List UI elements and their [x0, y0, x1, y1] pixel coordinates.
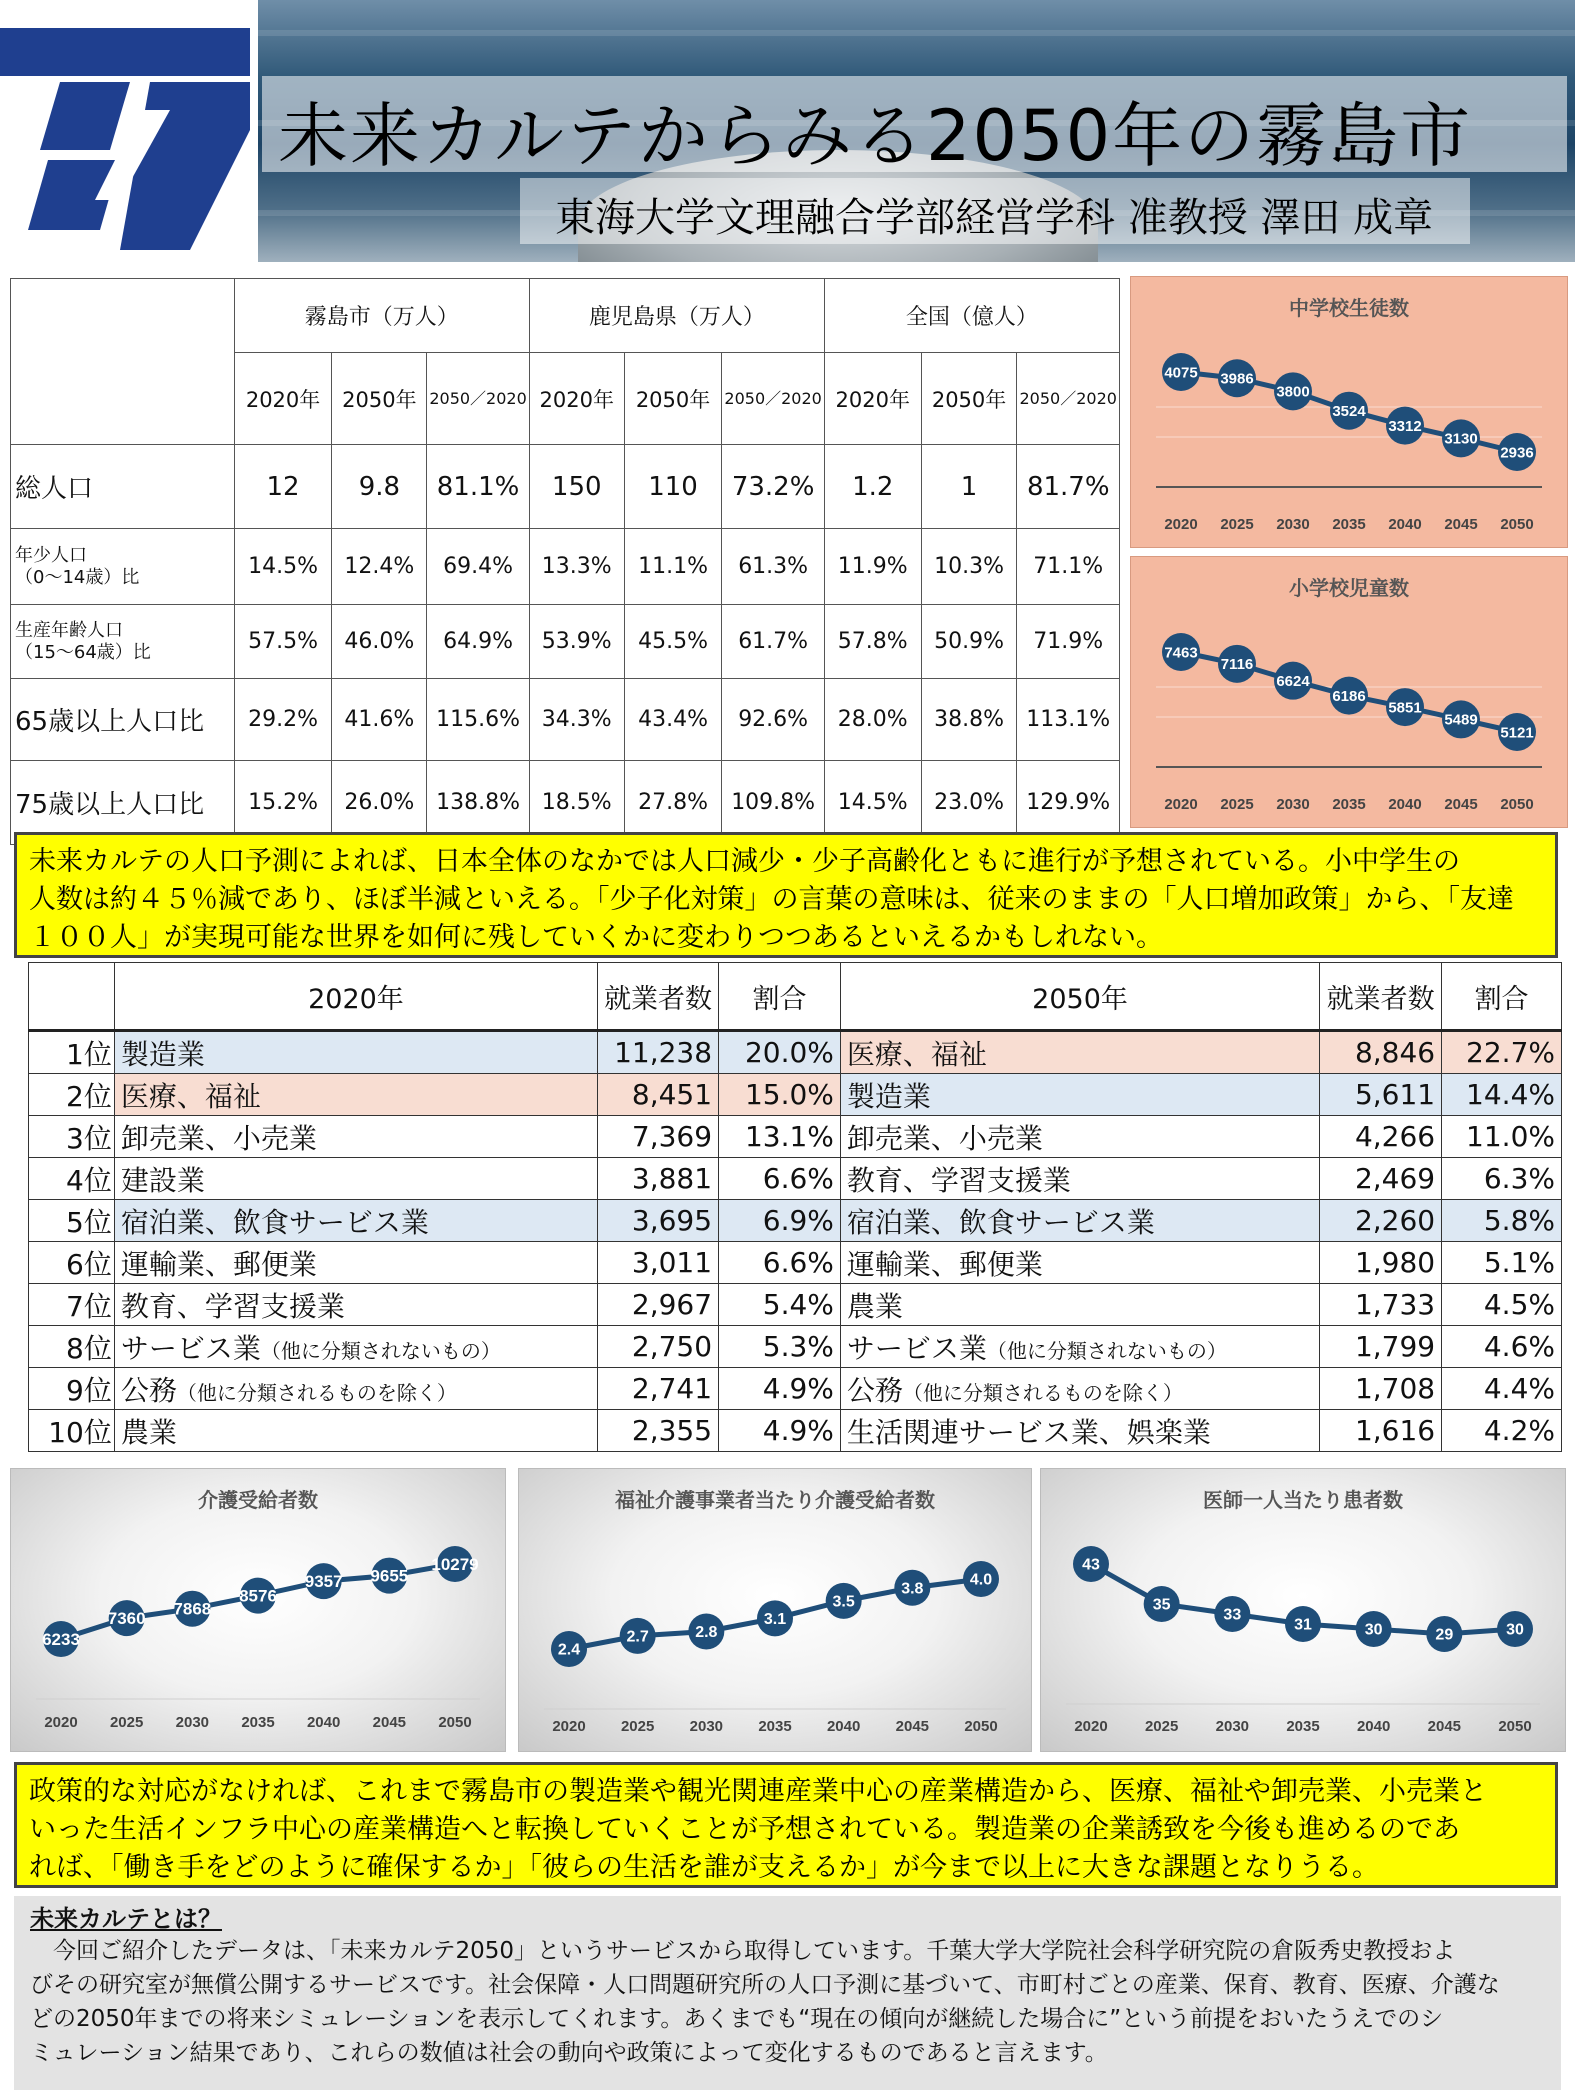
- population-cell: 28.0%: [824, 679, 921, 761]
- employee-count-2020: 2,967: [598, 1284, 719, 1326]
- industry-name: 公務: [846, 1373, 903, 1407]
- industry-name: 農業: [846, 1289, 903, 1323]
- x-tick-label: 2025: [620, 1718, 655, 1735]
- elementary-students-chart: [1130, 556, 1568, 828]
- about-line: ミュレーション結果であり、これらの数値は社会の動向や政策によって変化するものであると言えます。: [30, 2040, 1108, 2066]
- share-2050: 22.7%: [1442, 1031, 1562, 1074]
- commentary-line: １００人」が実現可能な世界を如何に残していくかに変わりつつあるといえるかもしれない。: [29, 922, 1163, 953]
- employee-count-2020: 8,451: [598, 1074, 719, 1116]
- population-cell: 73.2%: [722, 445, 824, 529]
- industry-row: [29, 1158, 1562, 1200]
- industry-2050-cell: [840, 1368, 1319, 1410]
- share-2050: 4.4%: [1442, 1368, 1562, 1410]
- industry-row: [29, 1200, 1562, 1242]
- data-label: 7463: [1164, 644, 1198, 662]
- population-cell: 81.1%: [427, 445, 529, 529]
- year-ratio-header: 2050／2020: [722, 353, 824, 445]
- population-cell: 71.9%: [1017, 605, 1120, 679]
- population-cell: 38.8%: [921, 679, 1017, 761]
- data-label: 8576: [239, 1586, 277, 1606]
- x-tick-label: 2025: [1220, 796, 1254, 813]
- data-label: 2936: [1500, 444, 1534, 462]
- share-2020: 5.4%: [719, 1284, 841, 1326]
- population-cell: 113.1%: [1017, 679, 1120, 761]
- industry-name: 製造業: [846, 1079, 931, 1113]
- employee-count-2050: 8,846: [1320, 1031, 1442, 1074]
- row-label: 75歳以上人口比: [11, 761, 235, 845]
- industry-2050-cell: [840, 1074, 1319, 1116]
- population-cell: 81.7%: [1017, 445, 1120, 529]
- data-label: 6233: [42, 1629, 80, 1649]
- group-header-kagoshima: 鹿児島県（万人）: [529, 279, 824, 353]
- x-tick-label: 2050: [438, 1714, 472, 1731]
- x-tick-label: 2025: [1220, 516, 1254, 533]
- rank-cell: 4位: [29, 1158, 115, 1200]
- rank-cell: 5位: [29, 1200, 115, 1242]
- population-cell: 115.6%: [427, 679, 529, 761]
- share-2050: 4.5%: [1442, 1284, 1562, 1326]
- logo: [0, 0, 258, 262]
- share-2020: 6.9%: [719, 1200, 841, 1242]
- data-label: 3524: [1332, 402, 1366, 420]
- x-tick-label: 2030: [1215, 1718, 1250, 1735]
- employee-count-2020: 3,881: [598, 1158, 719, 1200]
- employee-count-2050: 1,616: [1320, 1410, 1442, 1452]
- data-label: 3.5: [832, 1593, 855, 1611]
- population-cell: 41.6%: [332, 679, 427, 761]
- population-cell: 92.6%: [722, 679, 824, 761]
- industry-2020-cell: [114, 1284, 597, 1326]
- population-row: [11, 445, 1120, 529]
- header-count-2050: 就業者数: [1320, 963, 1442, 1031]
- chart-svg: [1131, 277, 1567, 547]
- industry-note: （他に分類されないもの）: [260, 1338, 501, 1363]
- population-cell: 50.9%: [921, 605, 1017, 679]
- employee-count-2020: 2,750: [598, 1326, 719, 1368]
- data-label: 9357: [304, 1572, 343, 1592]
- rank-cell: 3位: [29, 1116, 115, 1158]
- x-tick-label: 2045: [1444, 516, 1478, 533]
- industry-name: 卸売業、小売業: [120, 1121, 317, 1155]
- x-tick-label: 2030: [175, 1714, 210, 1731]
- x-tick-label: 2035: [1286, 1718, 1320, 1735]
- data-label: 7868: [173, 1599, 212, 1619]
- commentary-line: れば、「働き手をどのように確保するか」「彼らの生活を誰が支えるか」が今まで以上に大きな課題となりうる。: [29, 1852, 1379, 1883]
- about-line: どの2050年までの将来シミュレーションを表示してくれます。あくまでも“現在の傾向が継続した場合に”という前提をおいたうえでのシ: [30, 2006, 1444, 2032]
- row-label: 生産年齢人口 （15～64歳）比: [11, 605, 235, 679]
- x-tick-label: 2020: [44, 1714, 78, 1731]
- chart-title: 中学校生徒数: [1289, 298, 1409, 320]
- industry-2050-cell: [840, 1242, 1319, 1284]
- industry-name: 運輸業、郵便業: [846, 1247, 1043, 1281]
- chart-title: 小学校児童数: [1289, 578, 1409, 600]
- industry-name: 製造業: [120, 1037, 205, 1071]
- data-label: 5489: [1444, 711, 1478, 729]
- industry-2020-cell: [114, 1031, 597, 1074]
- industry-row: [29, 1326, 1562, 1368]
- employee-count-2020: 2,741: [598, 1368, 719, 1410]
- industry-2020-cell: [114, 1074, 597, 1116]
- data-label: 5851: [1388, 699, 1422, 717]
- industry-2050-cell: [840, 1284, 1319, 1326]
- share-2020: 4.9%: [719, 1410, 841, 1452]
- industry-2020-cell: [114, 1368, 597, 1410]
- commentary-line: 人数は約４５％減であり、ほぼ半減といえる。「少子化対策」の言葉の意味は、従来のままの「人口増加政策」から、「友達: [29, 884, 1514, 915]
- industry-name: サービス業: [120, 1331, 261, 1365]
- row-label: 65歳以上人口比: [11, 679, 235, 761]
- population-cell: 27.8%: [624, 761, 722, 845]
- data-label: 30: [1364, 1621, 1383, 1639]
- year-header: 2020年: [824, 353, 921, 445]
- data-label: 43: [1082, 1556, 1100, 1574]
- x-tick-label: 2040: [1388, 516, 1422, 533]
- population-cell: 138.8%: [427, 761, 529, 845]
- data-label: 33: [1223, 1606, 1242, 1624]
- population-cell: 18.5%: [529, 761, 624, 845]
- x-tick-label: 2045: [1427, 1718, 1462, 1735]
- population-cell: 69.4%: [427, 529, 529, 605]
- industry-row: [29, 1242, 1562, 1284]
- population-table: [10, 278, 1120, 845]
- data-label: 2.8: [695, 1624, 718, 1642]
- industry-row: [29, 1410, 1562, 1452]
- data-label: 3800: [1276, 383, 1310, 401]
- population-cell: 10.3%: [921, 529, 1017, 605]
- population-cell: 61.3%: [722, 529, 824, 605]
- industry-name: 生活関連サービス業、娯楽業: [846, 1415, 1211, 1449]
- rank-cell: 9位: [29, 1368, 115, 1410]
- rank-cell: 10位: [29, 1410, 115, 1452]
- data-label: 7360: [107, 1609, 146, 1629]
- data-label: 3.8: [901, 1580, 924, 1598]
- employee-count-2050: 2,260: [1320, 1200, 1442, 1242]
- rank-cell: 6位: [29, 1242, 115, 1284]
- chart-title: 福祉介護事業者当たり介護受給者数: [615, 1490, 935, 1512]
- industry-2050-cell: [840, 1116, 1319, 1158]
- data-label: 31: [1294, 1616, 1312, 1634]
- population-cell: 57.5%: [234, 605, 332, 679]
- population-cell: 14.5%: [824, 761, 921, 845]
- industry-employment-table: [28, 962, 1562, 1452]
- x-tick-label: 2045: [372, 1714, 407, 1731]
- industry-name: 宿泊業、飲食サービス業: [120, 1205, 429, 1239]
- x-tick-label: 2030: [689, 1718, 724, 1735]
- population-cell: 57.8%: [824, 605, 921, 679]
- industry-2050-cell: [840, 1410, 1319, 1452]
- population-cell: 11.1%: [624, 529, 722, 605]
- share-2050: 14.4%: [1442, 1074, 1562, 1116]
- population-row: [11, 679, 1120, 761]
- population-cell: 1: [921, 445, 1017, 529]
- year-header: 2050年: [332, 353, 427, 445]
- x-tick-label: 2050: [1500, 516, 1534, 533]
- industry-2020-cell: [114, 1158, 597, 1200]
- data-label: 10279: [431, 1554, 479, 1574]
- population-cell: 11.9%: [824, 529, 921, 605]
- population-cell: 13.3%: [529, 529, 624, 605]
- x-tick-label: 2020: [1164, 516, 1198, 533]
- population-row: [11, 529, 1120, 605]
- population-cell: 14.5%: [234, 529, 332, 605]
- industry-2020-cell: [114, 1326, 597, 1368]
- industry-name: 教育、学習支援業: [120, 1289, 345, 1323]
- chart-svg: [11, 1469, 505, 1751]
- industry-row: [29, 1116, 1562, 1158]
- industry-name: 公務: [120, 1373, 177, 1407]
- population-cell: 9.8: [332, 445, 427, 529]
- employee-count-2050: 1,733: [1320, 1284, 1442, 1326]
- commentary-population: [14, 832, 1558, 958]
- employee-count-2020: 7,369: [598, 1116, 719, 1158]
- chart-title: 医師一人当たり患者数: [1203, 1490, 1403, 1512]
- share-2020: 20.0%: [719, 1031, 841, 1074]
- industry-name: 卸売業、小売業: [846, 1121, 1043, 1155]
- x-tick-label: 2050: [1500, 796, 1534, 813]
- rank-cell: 8位: [29, 1326, 115, 1368]
- x-tick-label: 2035: [1332, 516, 1366, 533]
- commentary-line: 未来カルテの人口予測によれば、日本全体のなかでは人口減少・少子高齢化ともに進行が予想されている。小中学生の: [29, 846, 1460, 877]
- data-label: 6186: [1332, 687, 1366, 705]
- care-recipients-chart: [10, 1468, 506, 1752]
- year-header: 2050年: [624, 353, 722, 445]
- x-tick-label: 2050: [964, 1718, 998, 1735]
- header-count-2020: 就業者数: [598, 963, 719, 1031]
- population-cell: 109.8%: [722, 761, 824, 845]
- page-title: 未来カルテからみる2050年の霧島市: [278, 95, 1473, 177]
- employee-count-2050: 1,708: [1320, 1368, 1442, 1410]
- industry-note: （他に分類されるものを除く）: [176, 1380, 457, 1405]
- share-2050: 6.3%: [1442, 1158, 1562, 1200]
- data-label: 30: [1506, 1621, 1524, 1639]
- x-tick-label: 2020: [1074, 1718, 1108, 1735]
- industry-row: [29, 1074, 1562, 1116]
- population-cell: 110: [624, 445, 722, 529]
- share-2050: 4.6%: [1442, 1326, 1562, 1368]
- industry-2050-cell: [840, 1200, 1319, 1242]
- data-label: 9655: [370, 1566, 409, 1586]
- share-2050: 5.8%: [1442, 1200, 1562, 1242]
- industry-name: サービス業: [846, 1331, 987, 1365]
- header-share-2050: 割合: [1442, 963, 1562, 1031]
- industry-2050-cell: [840, 1326, 1319, 1368]
- author-subtitle: 東海大学文理融合学部経営学科 准教授 澤田 成章: [555, 195, 1434, 241]
- rank-cell: 1位: [29, 1031, 115, 1074]
- data-label: 3986: [1220, 370, 1254, 388]
- population-cell: 43.4%: [624, 679, 722, 761]
- industry-2020-cell: [114, 1410, 597, 1452]
- x-tick-label: 2045: [895, 1718, 930, 1735]
- population-row: [11, 605, 1120, 679]
- group-header-kirishima: 霧島市（万人）: [234, 279, 529, 353]
- junior-high-students-chart: [1130, 276, 1568, 548]
- header-2020: 2020年: [114, 963, 597, 1031]
- x-tick-label: 2030: [1276, 796, 1310, 813]
- data-label: 3130: [1444, 430, 1478, 448]
- industry-row: [29, 1368, 1562, 1410]
- commentary-line: いった生活インフラ中心の産業構造へと転換していくことが予想されている。製造業の企業誘致を今後も進めるのであ: [29, 1814, 1460, 1845]
- industry-name: 宿泊業、飲食サービス業: [846, 1205, 1155, 1239]
- data-label: 2.7: [626, 1628, 649, 1646]
- x-tick-label: 2040: [306, 1714, 341, 1731]
- industry-2050-cell: [840, 1031, 1319, 1074]
- year-ratio-header: 2050／2020: [1017, 353, 1120, 445]
- x-tick-label: 2040: [826, 1718, 861, 1735]
- year-ratio-header: 2050／2020: [427, 353, 529, 445]
- population-cell: 64.9%: [427, 605, 529, 679]
- industry-name: 教育、学習支援業: [846, 1163, 1071, 1197]
- data-label: 29: [1435, 1626, 1454, 1644]
- x-tick-label: 2045: [1444, 796, 1478, 813]
- employee-count-2020: 3,695: [598, 1200, 719, 1242]
- industry-note: （他に分類されるものを除く）: [902, 1380, 1183, 1405]
- industry-2050-cell: [840, 1158, 1319, 1200]
- share-2020: 13.1%: [719, 1116, 841, 1158]
- rank-cell: 2位: [29, 1074, 115, 1116]
- industry-name: 医療、福祉: [846, 1037, 987, 1071]
- x-tick-label: 2030: [1276, 516, 1310, 533]
- share-2020: 4.9%: [719, 1368, 841, 1410]
- employee-count-2020: 3,011: [598, 1242, 719, 1284]
- commentary-industry: [14, 1762, 1558, 1888]
- group-header-national: 全国（億人）: [824, 279, 1119, 353]
- chart-svg: [519, 1469, 1031, 1751]
- data-label: 5121: [1500, 724, 1534, 742]
- header-2050: 2050年: [840, 963, 1319, 1031]
- x-tick-label: 2040: [1356, 1718, 1391, 1735]
- chart-svg: [1131, 557, 1567, 827]
- about-heading: 未来カルテとは？: [30, 1905, 222, 1933]
- population-cell: 71.1%: [1017, 529, 1120, 605]
- x-tick-label: 2035: [241, 1714, 275, 1731]
- employee-count-2050: 2,469: [1320, 1158, 1442, 1200]
- industry-note: （他に分類されないもの）: [986, 1338, 1227, 1363]
- header-share-2020: 割合: [719, 963, 841, 1031]
- share-2020: 5.3%: [719, 1326, 841, 1368]
- data-label: 35: [1152, 1596, 1171, 1614]
- industry-row: [29, 1031, 1562, 1074]
- about-mirai-karte: [14, 1896, 1561, 2090]
- x-tick-label: 2025: [109, 1714, 144, 1731]
- row-label: 年少人口 （0～14歳）比: [11, 529, 235, 605]
- x-tick-label: 2025: [1144, 1718, 1179, 1735]
- share-2020: 15.0%: [719, 1074, 841, 1116]
- population-cell: 129.9%: [1017, 761, 1120, 845]
- x-tick-label: 2035: [1332, 796, 1366, 813]
- row-label: 総人口: [11, 445, 235, 529]
- rank-header: [29, 963, 115, 1031]
- employee-count-2050: 1,799: [1320, 1326, 1442, 1368]
- industry-name: 建設業: [120, 1163, 205, 1197]
- industry-2020-cell: [114, 1242, 597, 1284]
- about-line: びその研究室が無償公開するサービスです。社会保障・人口問題研究所の人口予測に基づいて、市町村ごとの産業、保育、教育、医療、介護な: [30, 1972, 1500, 1998]
- x-tick-label: 2050: [1498, 1718, 1532, 1735]
- data-label: 4075: [1164, 364, 1198, 382]
- x-tick-label: 2040: [1388, 796, 1422, 813]
- data-label: 4.0: [969, 1571, 993, 1589]
- share-2050: 5.1%: [1442, 1242, 1562, 1284]
- data-label: 2.4: [557, 1641, 581, 1659]
- population-cell: 23.0%: [921, 761, 1017, 845]
- employee-count-2050: 4,266: [1320, 1116, 1442, 1158]
- employee-count-2020: 11,238: [598, 1031, 719, 1074]
- share-2020: 6.6%: [719, 1158, 841, 1200]
- employee-count-2020: 2,355: [598, 1410, 719, 1452]
- rank-cell: 7位: [29, 1284, 115, 1326]
- population-cell: 150: [529, 445, 624, 529]
- population-cell: 1.2: [824, 445, 921, 529]
- industry-name: 農業: [120, 1415, 177, 1449]
- data-label: 7116: [1220, 656, 1254, 674]
- population-cell: 46.0%: [332, 605, 427, 679]
- population-cell: 61.7%: [722, 605, 824, 679]
- population-cell: 34.3%: [529, 679, 624, 761]
- patients-per-doctor-chart: [1040, 1468, 1566, 1752]
- commentary-line: 政策的な対応がなければ、これまで霧島市の製造業や観光関連産業中心の産業構造から、医療、福祉や卸売業、小売業と: [29, 1776, 1487, 1807]
- population-cell: 53.9%: [529, 605, 624, 679]
- share-2050: 11.0%: [1442, 1116, 1562, 1158]
- corner-cell: [11, 279, 235, 445]
- employee-count-2050: 5,611: [1320, 1074, 1442, 1116]
- data-label: 3312: [1388, 417, 1422, 435]
- population-cell: 12.4%: [332, 529, 427, 605]
- population-cell: 29.2%: [234, 679, 332, 761]
- x-tick-label: 2020: [1164, 796, 1198, 813]
- employee-count-2050: 1,980: [1320, 1242, 1442, 1284]
- year-header: 2020年: [529, 353, 624, 445]
- about-line: 今回ご紹介したデータは、「未来カルテ2050」というサービスから取得しています。千葉大学大学院社会科学研究院の倉阪秀史教授およ: [53, 1938, 1456, 1964]
- population-cell: 45.5%: [624, 605, 722, 679]
- population-cell: 12: [234, 445, 332, 529]
- industry-name: 医療、福祉: [120, 1079, 261, 1113]
- share-2020: 6.6%: [719, 1242, 841, 1284]
- data-label: 3.1: [763, 1610, 787, 1628]
- care-recipients-per-provider-chart: [518, 1468, 1032, 1752]
- industry-2020-cell: [114, 1116, 597, 1158]
- x-tick-label: 2035: [758, 1718, 792, 1735]
- chart-title: 介護受給者数: [198, 1490, 318, 1512]
- population-cell: 26.0%: [332, 761, 427, 845]
- industry-row: [29, 1284, 1562, 1326]
- x-tick-label: 2020: [552, 1718, 586, 1735]
- share-2050: 4.2%: [1442, 1410, 1562, 1452]
- chart-svg: [1041, 1469, 1565, 1751]
- population-cell: 15.2%: [234, 761, 332, 845]
- industry-name: 運輸業、郵便業: [120, 1247, 317, 1281]
- data-label: 6624: [1276, 672, 1310, 690]
- industry-2020-cell: [114, 1200, 597, 1242]
- year-header: 2050年: [921, 353, 1017, 445]
- year-header: 2020年: [234, 353, 332, 445]
